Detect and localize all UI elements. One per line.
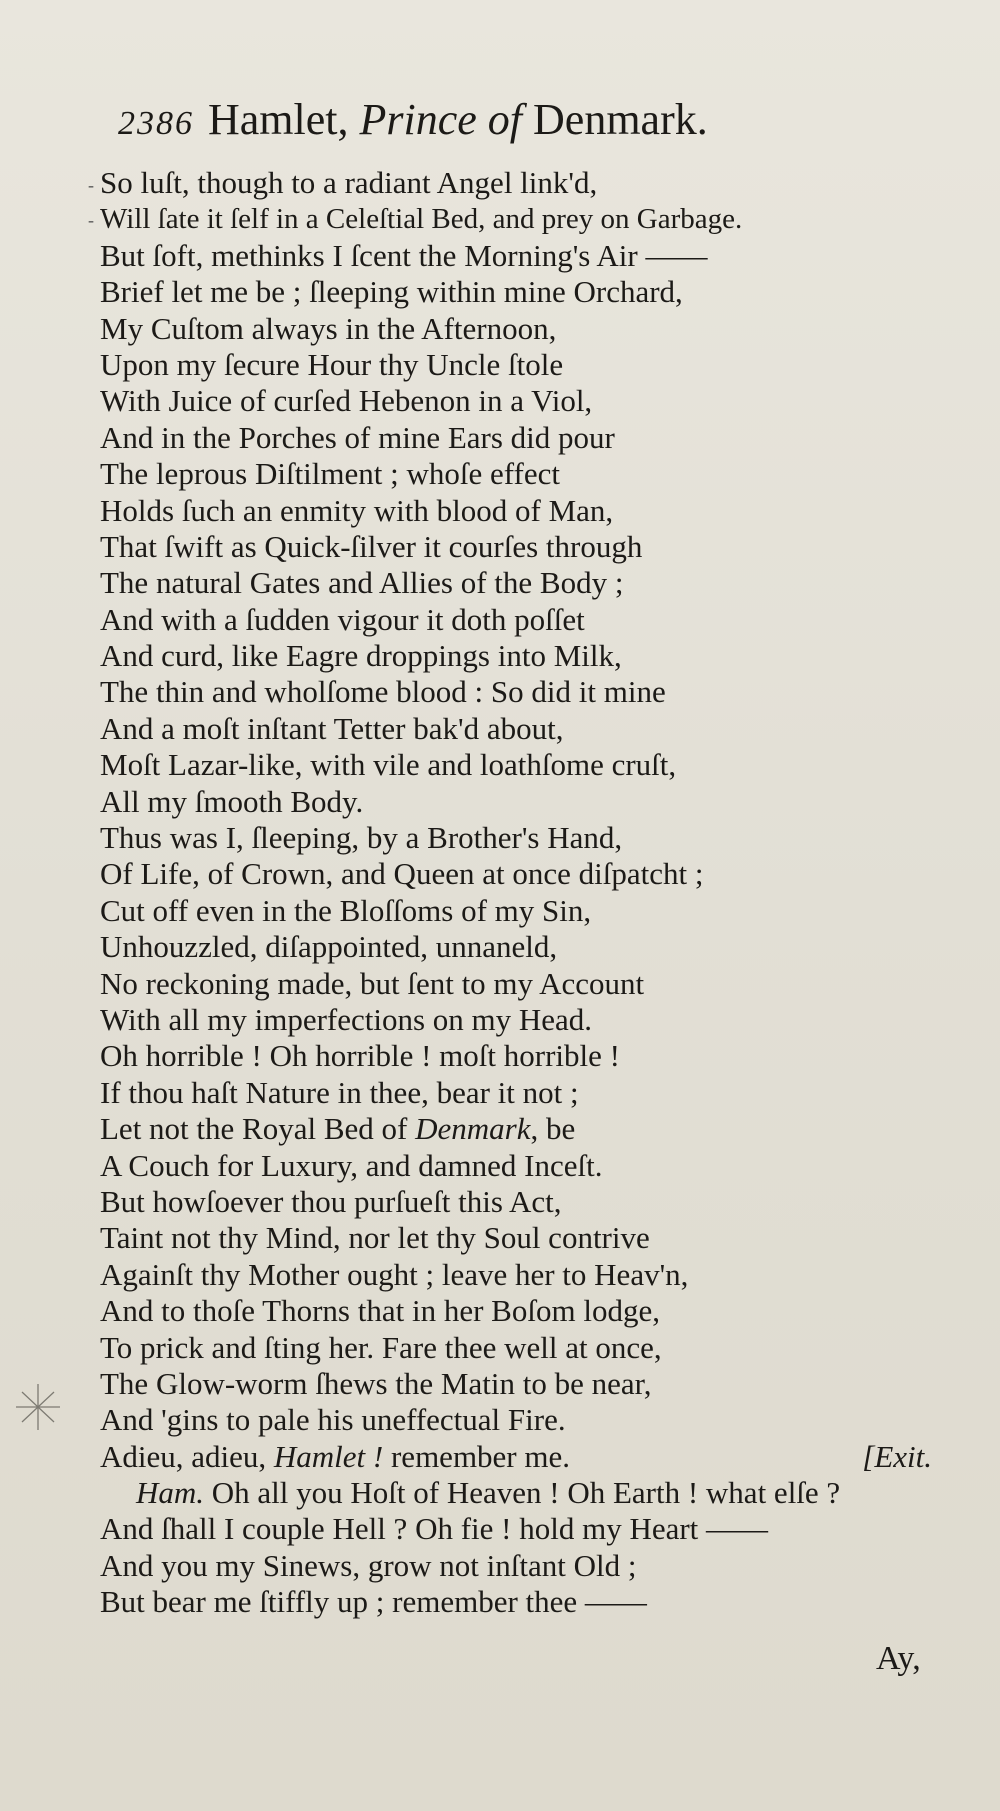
verse-line: All my ſmooth Body. xyxy=(100,783,364,819)
running-head xyxy=(118,94,708,145)
verse-line: But ſoft, methinks I ſcent the Morning's Air —— xyxy=(100,237,708,273)
margin-mark: - xyxy=(88,175,94,195)
verse-line: Oh horrible ! Oh horrible ! moſt horrible ! xyxy=(100,1038,620,1074)
speech-line xyxy=(100,1475,940,1511)
verse-line: And with a ſudden vigour it doth poſſet xyxy=(100,601,585,637)
title-main: Hamlet, xyxy=(208,95,349,144)
verse-line: Unhouzzled, diſappointed, unnaneld, xyxy=(100,929,558,965)
verse-line: A Couch for Luxury, and damned Inceſt. xyxy=(100,1147,603,1183)
verse-line: Thus was I, ſleeping, by a Brother's Hand, xyxy=(100,820,623,856)
verse-line: And you my Sinews, grow not inſtant Old ; xyxy=(100,1547,637,1583)
page-number: 2386 xyxy=(118,105,194,142)
verse-line: To prick and ſting her. Fare thee well at once, xyxy=(100,1329,662,1365)
verse-line: And ſhall I couple Hell ? Oh fie ! hold my Heart —— xyxy=(100,1511,769,1547)
verse-line: If thou haſt Nature in thee, bear it not ; xyxy=(100,1074,579,1110)
verse-line: With Juice of curſed Hebenon in a Viol, xyxy=(100,383,593,419)
verse-line: Taint not thy Mind, nor let thy Soul contrive xyxy=(100,1220,650,1256)
verse-line: And to thoſe Thorns that in her Boſom lodge, xyxy=(100,1293,660,1329)
title-italic: Prince of xyxy=(359,95,523,144)
line-text: Oh all you Hoſt of Heaven ! Oh Earth ! what elſe ? xyxy=(204,1475,841,1511)
verse-line: The Glow-worm ſhews the Matin to be near, xyxy=(100,1365,652,1401)
title-end: Denmark. xyxy=(533,95,708,144)
verse-line: Brief let me be ; ſleeping within mine Orchard, xyxy=(100,274,683,310)
verse-line: So luſt, though to a radiant Angel link'd, xyxy=(100,165,598,200)
verse-line: Moſt Lazar-like, with vile and loathſome cruſt, xyxy=(100,747,677,783)
place-name: Denmark xyxy=(415,1111,531,1147)
verse-line: And 'gins to pale his uneffectual Fire. xyxy=(100,1402,566,1438)
speaker-name: Ham. xyxy=(136,1475,205,1511)
verse-line: With all my imperfections on my Head. xyxy=(100,1001,593,1037)
verse-line: Againſt thy Mother ought ; leave her to Heav'n, xyxy=(100,1256,689,1292)
verse-line: Upon my ſecure Hour thy Uncle ſtole xyxy=(100,346,564,382)
verse-line: But howſoever thou purſueſt this Act, xyxy=(100,1183,562,1219)
verse-line: The thin and wholſome blood : So did it mine xyxy=(100,674,666,710)
line-text: , be xyxy=(530,1111,576,1147)
verse-line-denmark xyxy=(100,1111,940,1147)
verse-line: And a moſt inſtant Tetter bak'd about, xyxy=(100,710,564,746)
margin-mark: - xyxy=(88,210,94,230)
star-smudge-icon xyxy=(8,1372,68,1442)
verse-line: No reckoning made, but ſent to my Account xyxy=(100,965,645,1001)
running-title xyxy=(208,94,708,145)
line-text: Let not the Royal Bed of xyxy=(100,1111,416,1147)
verse-block xyxy=(100,165,940,1621)
verse-line: My Cuſtom always in the Afternoon, xyxy=(100,310,557,346)
verse-line: That ſwift as Quick-ſilver it courſes through xyxy=(100,528,643,564)
verse-line: And curd, like Eagre droppings into Milk, xyxy=(100,638,622,674)
stage-direction: [Exit. xyxy=(862,1438,932,1474)
verse-line: Cut off even in the Bloſſoms of my Sin, xyxy=(100,892,592,928)
verse-line: But bear me ſtiffly up ; remember thee —— xyxy=(100,1584,647,1620)
catchword: Ay, xyxy=(876,1640,921,1677)
verse-line: Of Life, of Crown, and Queen at once diſpatcht ; xyxy=(100,856,704,892)
verse-line: Holds ſuch an enmity with blood of Man, xyxy=(100,492,614,528)
verse-line-adieu xyxy=(100,1439,940,1475)
verse-line: And in the Porches of mine Ears did pour xyxy=(100,419,615,455)
verse-line: The natural Gates and Allies of the Body ; xyxy=(100,565,624,601)
verse-line: The leprous Diſtilment ; whoſe effect xyxy=(100,456,560,492)
line-text: Adieu, adieu, xyxy=(100,1438,274,1474)
line-text: remember me. xyxy=(383,1438,571,1474)
verse-line: Will ſate it ſelf in a Celeſtial Bed, and prey on Garbage. xyxy=(100,203,743,236)
character-name: Hamlet ! xyxy=(273,1438,384,1474)
